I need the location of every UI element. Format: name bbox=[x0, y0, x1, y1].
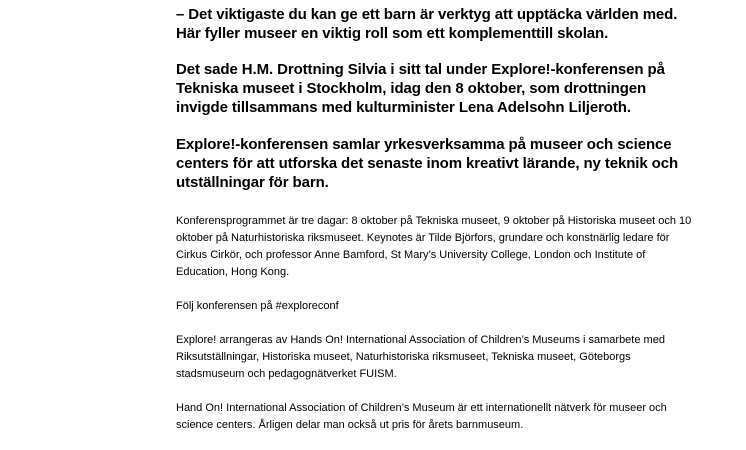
lead-paragraph-quote: – Det viktigaste du kan ge ett barn är verktyg att upptäcka världen med. Här fyller museer en viktig roll som ett komplementtill skolan. bbox=[176, 6, 678, 42]
lead-paragraph-conference: Explore!-konferensen samlar yrkesverksamma på museer och science centers för att utforska det senaste inom kreativt lärande, ny teknik och utställningar för barn. bbox=[176, 136, 679, 191]
body-paragraph-hands-on: Hand On! International Association of Children’s Museum är ett internationellt nätverk för museer och science centers. Årligen delar man också ut pris för årets barnmuseum. bbox=[176, 402, 667, 431]
press-release-document bbox=[176, 5, 696, 450]
body-paragraph-hashtag: Följ konferensen på #exploreconf bbox=[176, 300, 339, 312]
lead-paragraph-attribution: Det sade H.M. Drottning Silvia i sitt tal under Explore!-konferensen på Tekniska museet i Stockholm, idag den 8 oktober, som drottningen invigde tillsammans med kulturminister Lena Adelsohn Liljeroth. bbox=[176, 61, 665, 116]
body-paragraph-organizers: Explore! arrangeras av Hands On! International Association of Children’s Museums i samarbete med Riksutställningar, Historiska museet, Naturhistoriska riksmuseet, Tekniska museet, Göteborgs stadsmuseum och pedagognätverket FUISM. bbox=[176, 334, 665, 380]
body-paragraph-program: Konferensprogrammet är tre dagar: 8 oktober på Tekniska museet, 9 oktober på Historiska museet och 10 oktober på Naturhistoriska riksmuseet. Keynotes är Tilde Björfors, grundare och konstnärlig ledare för Cirkus Cirkör, och professor Anne Bamford, St Mary’s University College, London och Institute of Education, Hong Kong. bbox=[176, 215, 692, 278]
